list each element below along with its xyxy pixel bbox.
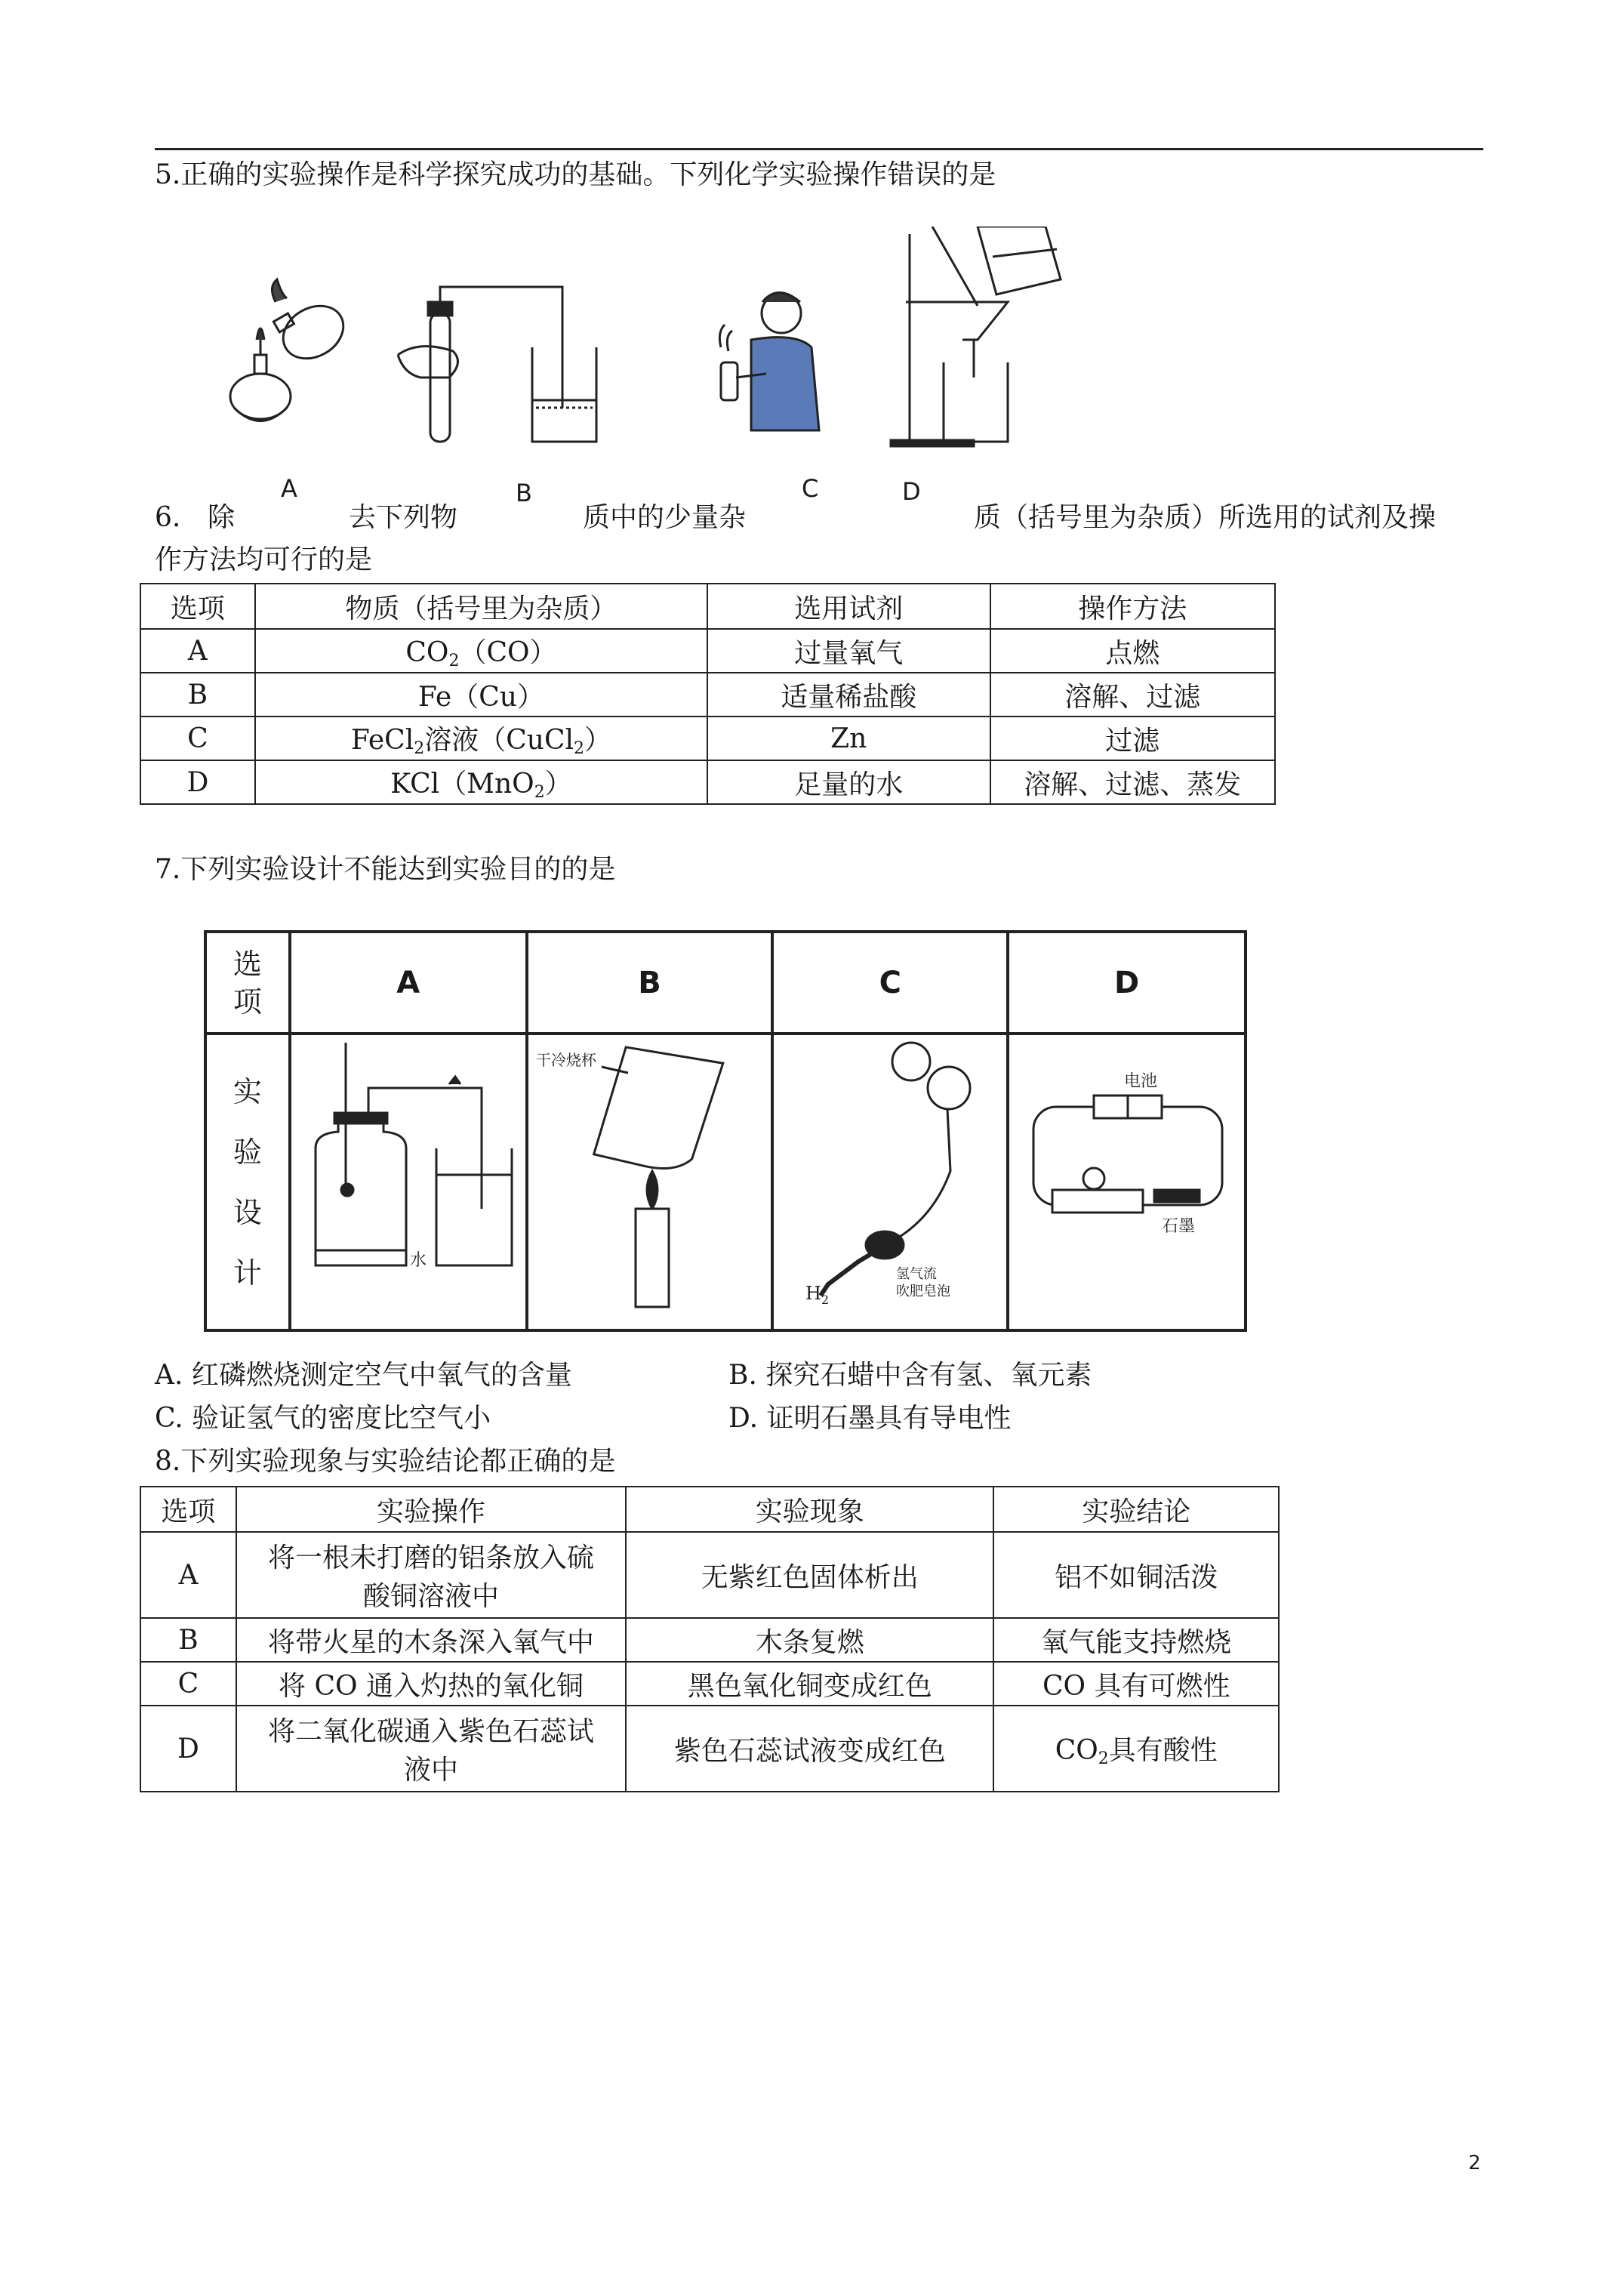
q8-row-operation: 将二氧化碳通入紫色石蕊试 液中 bbox=[236, 1706, 626, 1792]
q7-col-c: C bbox=[772, 932, 1008, 1034]
q8-row-conclusion: 氧气能支持燃烧 bbox=[993, 1618, 1279, 1662]
q8-row-operation: 将带火星的木条深入氧气中 bbox=[236, 1618, 626, 1662]
q5-label-b: B bbox=[516, 479, 532, 507]
q6-row-substance: Fe（Cu） bbox=[255, 673, 707, 717]
q6-row-method: 溶解、过滤、蒸发 bbox=[990, 760, 1276, 804]
filtration-figure bbox=[891, 227, 1061, 446]
q6-row-reagent: 足量的水 bbox=[707, 760, 990, 804]
q6-stem-4: 质中的少量杂 bbox=[583, 502, 747, 533]
q7-option-b: B. 探究石蜡中含有氢、氧元素 bbox=[728, 1360, 1092, 1391]
q7-row-label: 实 验 设 计 bbox=[205, 1034, 290, 1330]
q7-stem: 7.下列实验设计不能达到实验目的的是 bbox=[155, 854, 616, 885]
q7-option-a: A. 红磷燃烧测定空气中氧气的含量 bbox=[155, 1360, 572, 1391]
q8-row-conclusion: 铝不如铜活泼 bbox=[993, 1532, 1279, 1618]
q6-header-option: 选项 bbox=[140, 584, 255, 629]
q8-row-phenomenon: 无紫红色固体析出 bbox=[626, 1532, 993, 1618]
q7-header-label: 选 项 bbox=[205, 932, 290, 1034]
table-row bbox=[140, 1532, 1279, 1618]
q8-row-operation: 将 CO 通入灼热的氧化铜 bbox=[236, 1662, 626, 1706]
q7-table bbox=[204, 930, 1247, 1332]
q8-header-option: 选项 bbox=[140, 1487, 236, 1532]
water-label: 水 bbox=[409, 1251, 427, 1270]
q8-row-conclusion: $CO_2$具有酸性 bbox=[993, 1706, 1279, 1792]
q6-stem-1: 6. bbox=[155, 502, 181, 533]
smelling-gas-figure bbox=[719, 293, 819, 431]
q8-row-option: D bbox=[140, 1706, 236, 1792]
hydrogen-flow-label: 氢气流 bbox=[896, 1266, 938, 1282]
hydrogen-label: $H_2$ bbox=[805, 1283, 830, 1307]
q5-stem: 5.正确的实验操作是科学探究成功的基础。下列化学实验操作错误的是 bbox=[155, 159, 996, 190]
q6-stem-2: 除 bbox=[208, 502, 236, 533]
table-row bbox=[140, 760, 1275, 804]
q5-figure-svg bbox=[223, 227, 1113, 453]
airtightness-check-figure bbox=[398, 287, 596, 442]
table-row bbox=[140, 673, 1275, 717]
page-number: 2 bbox=[1468, 2152, 1481, 2174]
q6-row-reagent: 适量稀盐酸 bbox=[707, 673, 990, 717]
q7-col-b: B bbox=[527, 932, 773, 1034]
q8-stem: 8.下列实验现象与实验结论都正确的是 bbox=[155, 1446, 616, 1477]
q8-header-row bbox=[140, 1487, 1279, 1532]
q6-stem-line2: 作方法均可行的是 bbox=[155, 544, 373, 575]
alcohol-lamp-figure bbox=[230, 279, 353, 421]
q8-header-phenomenon: 实验现象 bbox=[626, 1487, 993, 1532]
q6-header-method: 操作方法 bbox=[990, 584, 1276, 629]
hydrogen-bubble-figure bbox=[775, 1035, 1005, 1322]
q8-header-conclusion: 实验结论 bbox=[993, 1487, 1279, 1532]
table-row bbox=[140, 1662, 1279, 1706]
q7-figure-b bbox=[527, 1034, 773, 1330]
q7-figure-c bbox=[772, 1034, 1008, 1330]
q7-option-d: D. 证明石墨具有导电性 bbox=[728, 1403, 1012, 1434]
q6-row-substance: FeCl$_2$溶液（CuCl$_2$） bbox=[255, 717, 707, 760]
q8-row-operation: 将一根未打磨的铝条放入硫 酸铜溶液中 bbox=[236, 1532, 626, 1618]
q6-row-option: C bbox=[140, 717, 255, 760]
q8-row-conclusion: CO 具有可燃性 bbox=[993, 1662, 1279, 1706]
q8-table bbox=[140, 1486, 1280, 1792]
q8-row-option: C bbox=[140, 1662, 236, 1706]
q6-row-option: B bbox=[140, 673, 255, 717]
q6-header-reagent: 选用试剂 bbox=[707, 584, 990, 629]
battery-label: 电池 bbox=[1124, 1072, 1158, 1091]
q7-header-row bbox=[205, 932, 1246, 1034]
q6-row-method: 过滤 bbox=[990, 717, 1276, 760]
q6-stem-5: 质（括号里为杂质）所选用的试剂及操 bbox=[974, 502, 1437, 533]
q7-figure-a bbox=[290, 1034, 527, 1330]
dry-cold-cup-label: 干冷烧杯 bbox=[535, 1051, 596, 1069]
q6-row-reagent: 过量氧气 bbox=[707, 629, 990, 673]
q6-stem-3: 去下列物 bbox=[349, 502, 458, 533]
q6-row-method: 点燃 bbox=[990, 629, 1276, 673]
q6-row-option: D bbox=[140, 760, 255, 804]
q6-row-substance: KCl（MnO$_2$） bbox=[255, 760, 707, 804]
q8-row-phenomenon: 黑色氧化铜变成红色 bbox=[626, 1662, 993, 1706]
q8-row-option: A bbox=[140, 1532, 236, 1618]
graphite-label: 石墨 bbox=[1162, 1217, 1196, 1236]
q7-col-a: A bbox=[290, 932, 527, 1034]
q7-figure-d bbox=[1008, 1034, 1246, 1330]
phosphorus-bottle-figure bbox=[293, 1035, 524, 1322]
table-row bbox=[140, 1706, 1279, 1792]
table-row bbox=[140, 1618, 1279, 1662]
q6-header-row bbox=[140, 584, 1275, 629]
soap-bubble-label: 吹肥皂泡 bbox=[896, 1284, 951, 1299]
table-row bbox=[140, 629, 1275, 673]
q7-design-row bbox=[205, 1034, 1246, 1330]
q6-row-substance: $CO_2(CO)$ bbox=[255, 629, 707, 673]
q8-row-phenomenon: 木条复燃 bbox=[626, 1618, 993, 1662]
q6-row-reagent: Zn bbox=[707, 717, 990, 760]
q8-row-option: B bbox=[140, 1618, 236, 1662]
q8-row-phenomenon: 紫色石蕊试液变成红色 bbox=[626, 1706, 993, 1792]
q6-row-option: A bbox=[140, 629, 255, 673]
table-row bbox=[140, 717, 1275, 760]
q5-label-d: D bbox=[902, 477, 921, 506]
q6-table bbox=[140, 583, 1276, 805]
header-rule bbox=[155, 148, 1483, 150]
q7-option-c: C. 验证氢气的密度比空气小 bbox=[155, 1403, 491, 1434]
q6-header-substance: 物质（括号里为杂质） bbox=[255, 584, 707, 629]
graphite-circuit-figure bbox=[1011, 1035, 1243, 1322]
q5-label-c: C bbox=[802, 474, 819, 503]
q6-row-method: 溶解、过滤 bbox=[990, 673, 1276, 717]
q7-col-d: D bbox=[1008, 932, 1246, 1034]
q8-header-operation: 实验操作 bbox=[236, 1487, 626, 1532]
q5-label-a: A bbox=[281, 474, 297, 503]
q5-figures bbox=[223, 227, 1113, 453]
candle-cup-figure bbox=[530, 1035, 770, 1322]
